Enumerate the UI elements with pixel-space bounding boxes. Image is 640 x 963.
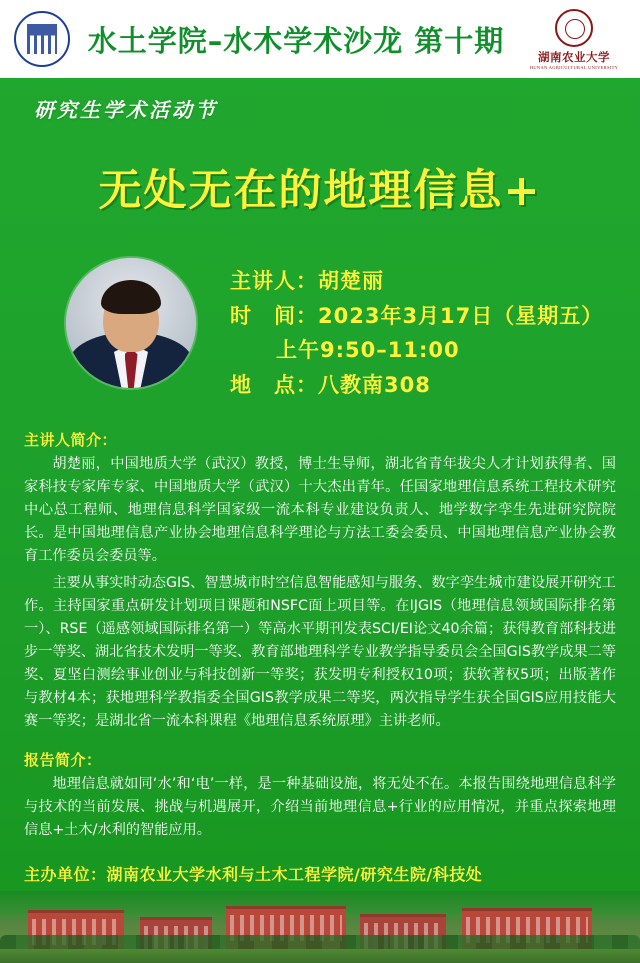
speaker-place-value: 八教南308 — [318, 372, 431, 397]
speaker-portrait — [66, 258, 196, 388]
speaker-details — [230, 258, 603, 403]
speaker-name-value: 胡楚丽 — [318, 269, 384, 293]
poster-body — [24, 429, 616, 842]
page-title: 无处无在的地理信息+ — [98, 166, 542, 216]
abstract-heading: 报告简介： — [24, 750, 102, 769]
bio-heading: 主讲人简介： — [24, 430, 118, 449]
header-title: 水土学院–水木学术沙龙 第十期 — [87, 23, 505, 58]
school-emblem-icon — [14, 11, 70, 67]
speaker-name-label: 主讲人： — [230, 269, 318, 293]
speaker-time-label: 时 间： — [230, 303, 318, 328]
speaker-time-value-second: 上午9:50–11:00 — [276, 338, 460, 363]
speaker-block — [0, 258, 640, 403]
speaker-place-label: 地 点： — [230, 372, 318, 397]
campus-photo — [0, 891, 640, 963]
festival-label: 研究生学术活动节 — [34, 98, 218, 122]
organizer-line: 主办单位：湖南农业大学水利与土木工程学院/研究生院/科技处 — [24, 865, 483, 884]
speaker-time-value: 2023年3月17日（星期五） — [318, 303, 604, 328]
university-seal-icon — [555, 9, 593, 47]
abstract-paragraph-1: 地理信息就如同‘水’和‘电’一样，是一种基础设施，将无处不在。本报告围绕地理信息科学与技术的当前发展、挑战与机遇展开，介绍当前地理信息+行业的应用情况，并重点探索地理信息+土木/水利的智能应用。 — [24, 775, 616, 838]
university-name-cn: 湖南农业大学 — [538, 49, 610, 64]
university-logo — [522, 9, 626, 70]
bio-paragraph-2: 主要从事实时动态GIS、智慧城市时空信息智能感知与服务、数字孪生城市建设展开研究工作。主持国家重点研发计划项目课题和NSFC面上项目等。在IJGIS（地理信息领域国际排名第一）、RSE（遥感领域国际排名第一）等高水平期刊发表SCI/EI论文40余篇；获得教育部科技进步一等奖、湖北省技术发明一等奖、教育部地理科学专业教学指导委员会全国GIS教学成果二等奖、夏坚白测绘事业创业与科技创新一等奖；获发明专利授权10项；获软著权5项；出版著作与教材4本；获地理科学教指委全国GIS教学成果二等奖，两次指导学生获全国GIS应用技能大赛一等奖；是湖北省一流本科课程《地理信息系统原理》主讲老师。 — [24, 574, 616, 729]
university-name-en: HUNAN AGRICULTURAL UNIVERSITY — [529, 64, 619, 70]
bio-paragraph-1: 胡楚丽，中国地质大学（武汉）教授，博士生导师，湖北省青年拔尖人才计划获得者、国家科技专家库专家、中国地质大学（武汉）十大杰出青年。任国家地理信息系统工程技术研究中心总工程师、地理信息科学国家级一流本科专业建设负责人、地学数字孪生先进研究院院长。是中国地理信息产业协会地理信息科学理论与方法工委会委员、中国地理信息产业协会教育工作委员会委员等。 — [24, 455, 616, 564]
poster-header — [0, 0, 640, 78]
